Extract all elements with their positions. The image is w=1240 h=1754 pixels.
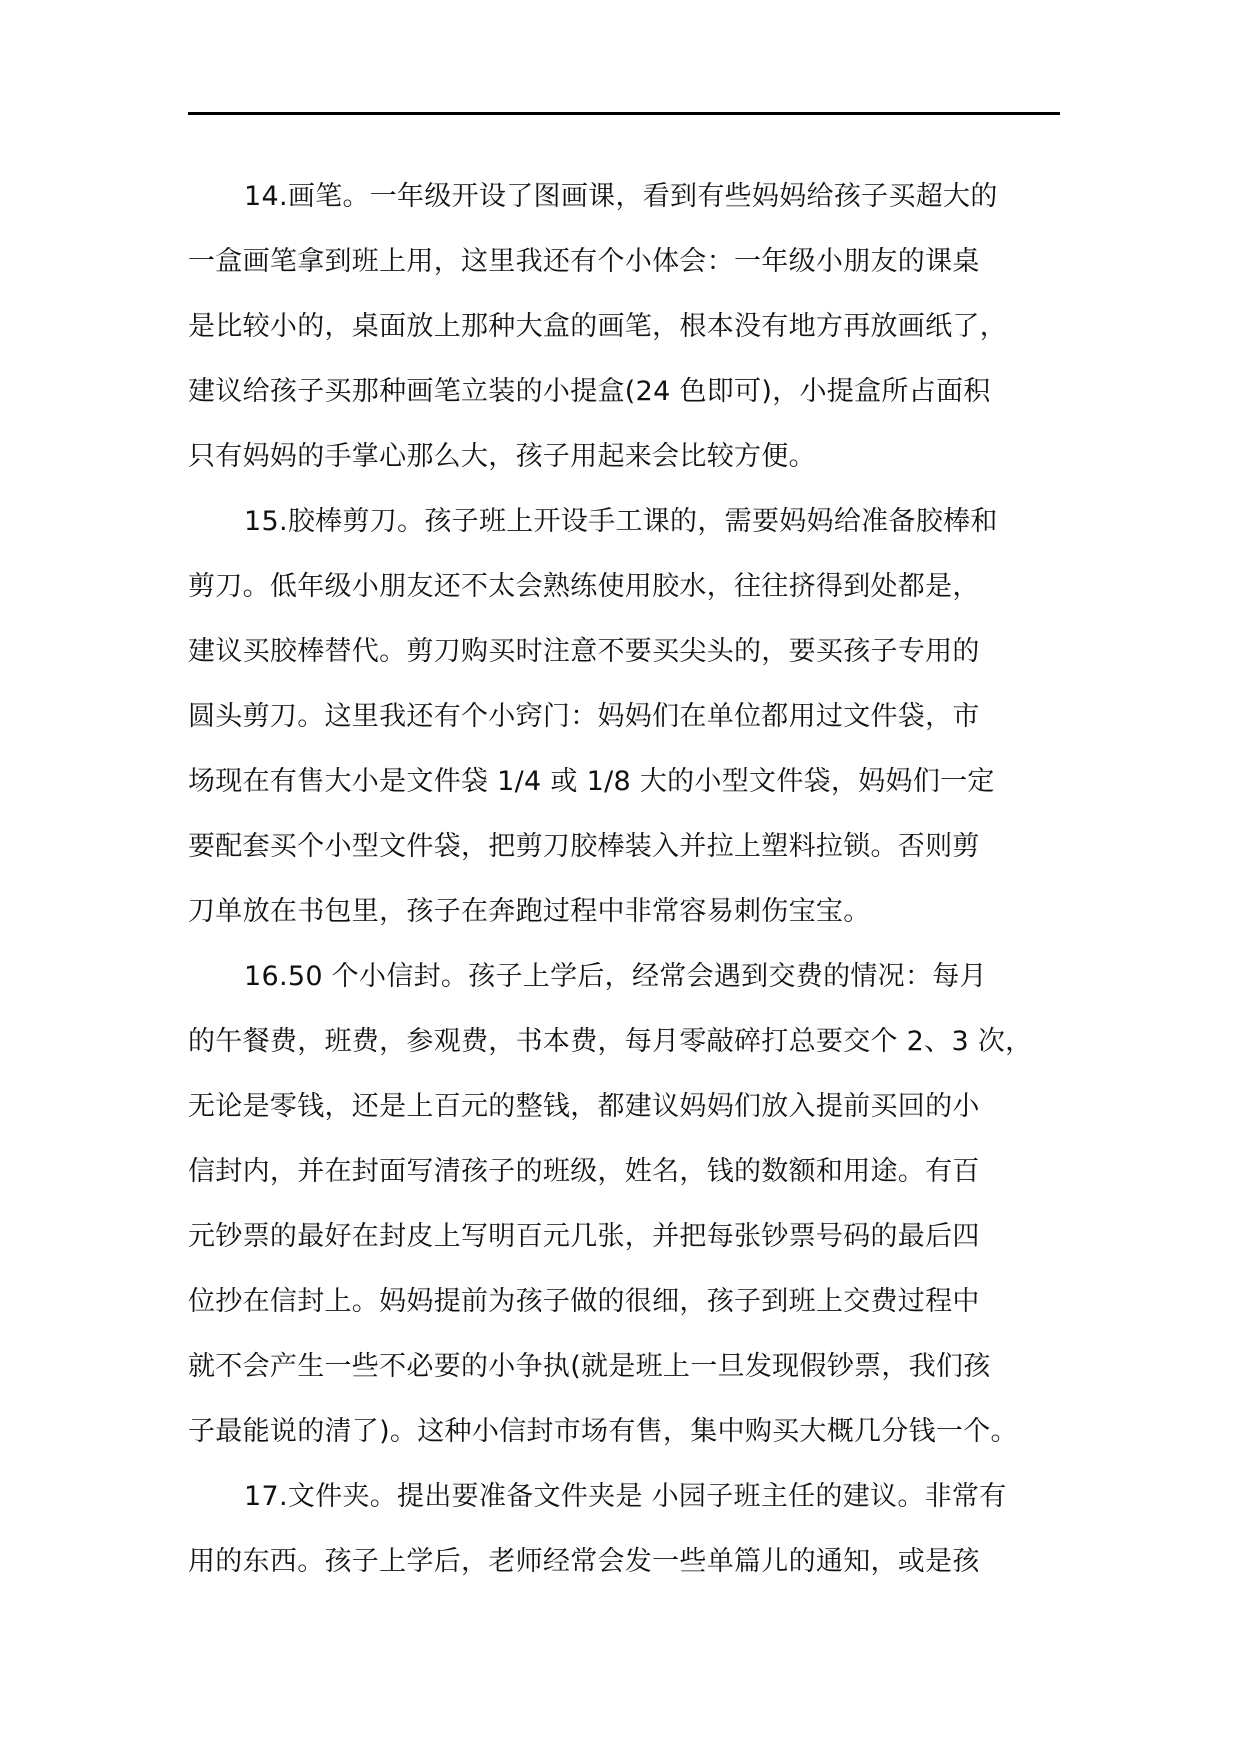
paragraph-14-line-3: 是比较小的，桌面放上那种大盒的画笔，根本没有地方再放画纸了， <box>188 311 1007 342</box>
paragraph-17-line-2: 用的东西。孩子上学后，老师经常会发一些单篇儿的通知，或是孩 <box>188 1546 980 1577</box>
paragraph-16-line-8: 子最能说的清了)。这种小信封市场有售，集中购买大概几分钱一个。 <box>188 1416 1018 1447</box>
paragraph-14-line-5: 只有妈妈的手掌心那么大，孩子用起来会比较方便。 <box>188 441 816 472</box>
paragraph-14-line-4: 建议给孩子买那种画笔立装的小提盒(24 色即可)，小提盒所占面积 <box>188 376 991 407</box>
paragraph-16-line-6: 位抄在信封上。妈妈提前为孩子做的很细，孩子到班上交费过程中 <box>188 1286 980 1317</box>
paragraph-15-line-6: 要配套买个小型文件袋，把剪刀胶棒装入并拉上塑料拉锁。否则剪 <box>188 831 980 862</box>
paragraph-16-line-2: 的午餐费，班费，参观费，书本费，每月零敲碎打总要交个 2、3 次， <box>188 1026 1033 1057</box>
paragraph-15-line-7: 刀单放在书包里，孩子在奔跑过程中非常容易刺伤宝宝。 <box>188 896 871 927</box>
paragraph-16-line-1: 16.50 个小信封。孩子上学后，经常会遇到交费的情况：每月 <box>244 961 987 992</box>
paragraph-16-line-4: 信封内，并在封面写清孩子的班级，姓名，钱的数额和用途。有百 <box>188 1156 980 1187</box>
paragraph-14-line-2: 一盒画笔拿到班上用，这里我还有个小体会：一年级小朋友的课桌 <box>188 246 980 277</box>
paragraph-17-line-1: 17.文件夹。提出要准备文件夹是 小园子班主任的建议。非常有 <box>244 1481 1007 1512</box>
paragraph-16-line-5: 元钞票的最好在封皮上写明百元几张，并把每张钞票号码的最后四 <box>188 1221 980 1252</box>
header-rule <box>188 112 1060 115</box>
paragraph-16-line-7: 就不会产生一些不必要的小争执(就是班上一旦发现假钞票，我们孩 <box>188 1351 991 1382</box>
paragraph-15-line-3: 建议买胶棒替代。剪刀购买时注意不要买尖头的，要买孩子专用的 <box>188 636 980 667</box>
paragraph-16-line-3: 无论是零钱，还是上百元的整钱，都建议妈妈们放入提前买回的小 <box>188 1091 980 1122</box>
paragraph-15-line-5: 场现在有售大小是文件袋 1/4 或 1/8 大的小型文件袋，妈妈们一定 <box>188 766 995 797</box>
paragraph-14-line-1: 14.画笔。一年级开设了图画课，看到有些妈妈给孩子买超大的 <box>244 181 998 212</box>
body-text <box>188 164 1068 1594</box>
paragraph-15-line-1: 15.胶棒剪刀。孩子班上开设手工课的，需要妈妈给准备胶棒和 <box>244 506 998 537</box>
paragraph-15-line-2: 剪刀。低年级小朋友还不太会熟练使用胶水，往往挤得到处都是， <box>188 571 980 602</box>
paragraph-15-line-4: 圆头剪刀。这里我还有个小窍门：妈妈们在单位都用过文件袋，市 <box>188 701 980 732</box>
